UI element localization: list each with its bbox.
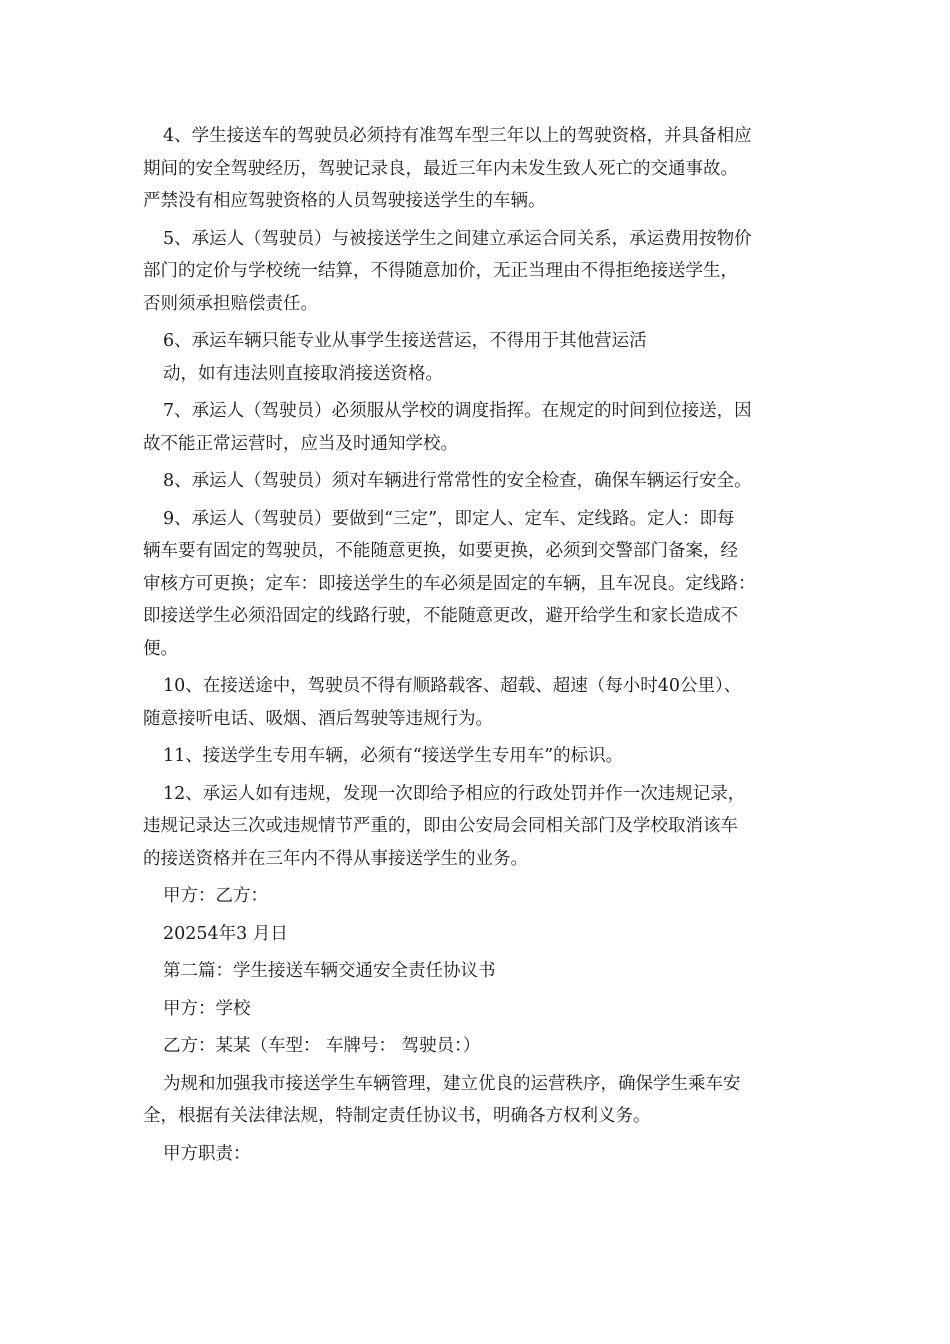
text-line: 期间的安全驾驶经历，驾驶记录良，最近三年内未发生致人死亡的交通事故。 xyxy=(143,158,738,179)
text-line: 随意接听电话、吸烟、酒后驾驶等违规行为。 xyxy=(143,708,493,729)
section-heading xyxy=(143,955,813,988)
text-line: 严禁没有相应驾驶资格的人员驾驶接送学生的车辆。 xyxy=(143,191,546,211)
text-line: 10、在接送途中，驾驶员不得有顺路载客、超载、超速（每小时40公里）、 xyxy=(163,676,742,696)
text-line: 甲方职责： xyxy=(163,1143,251,1164)
text-line: 便。 xyxy=(143,638,178,659)
paragraph-10 xyxy=(143,670,813,735)
text-line: 故不能正常运营时，应当及时通知学校。 xyxy=(143,433,458,454)
text-line: 甲方：学校 xyxy=(163,998,251,1019)
text-line: 全，根据有关法律法规，特制定责任协议书，明确各方权利义务。 xyxy=(143,1106,651,1126)
party-a xyxy=(143,993,813,1026)
party-a-duties-heading xyxy=(143,1138,813,1171)
paragraph-8 xyxy=(143,465,813,498)
intro-paragraph xyxy=(143,1068,813,1133)
paragraph-6 xyxy=(143,325,813,390)
text-line: 即接送学生必须沿固定的线路行驶，不能随意更改，避开给学生和家长造成不 xyxy=(143,606,738,626)
document-body xyxy=(143,120,813,1170)
text-line: 第二篇：学生接送车辆交通安全责任协议书 xyxy=(163,961,496,981)
paragraph-12 xyxy=(143,778,813,876)
text-line: 审核方可更换；定车：即接送学生的车必须是固定的车辆，且车况良。定线路： xyxy=(143,573,756,594)
text-line: 的接送资格并在三年内不得从事接送学生的业务。 xyxy=(143,848,528,869)
text-line: 否则须承担赔偿责任。 xyxy=(143,293,318,314)
text-line: 甲方：乙方： xyxy=(163,886,268,906)
paragraph-9 xyxy=(143,503,813,666)
text-line: 为规和加强我市接送学生车辆管理，建立优良的运营秩序，确保学生乘车安 xyxy=(163,1073,741,1094)
text-line: 动，如有违法则直接取消接送资格。 xyxy=(163,363,443,384)
text-line: 5、承运人（驾驶员）与被接送学生之间建立承运合同关系，承运费用按物价 xyxy=(163,228,752,249)
paragraph-4 xyxy=(143,120,813,218)
text-line: 11、接送学生专用车辆，必须有“接送学生专用车”的标识。 xyxy=(163,746,624,766)
signature-date xyxy=(143,918,813,951)
text-line: 部门的定价与学校统一结算，不得随意加价，无正当理由不得拒绝接送学生， xyxy=(143,261,738,281)
text-line: 乙方：某某（车型： 车牌号： 驾驶员：） xyxy=(163,1036,481,1056)
paragraph-7 xyxy=(143,395,813,460)
paragraph-11 xyxy=(143,740,813,773)
text-line: 7、承运人（驾驶员）必须服从学校的调度指挥。在规定的时间到位接送，因 xyxy=(163,401,752,421)
text-line: 20254年3 月日 xyxy=(163,923,288,944)
signature-parties xyxy=(143,880,813,913)
text-line: 9、承运人（驾驶员）要做到“三定”，即定人、定车、定线路。定人：即每 xyxy=(163,508,735,529)
text-line: 辆车要有固定的驾驶员，不能随意更换，如要更换，必须到交警部门备案，经 xyxy=(143,541,738,561)
text-line: 违规记录达三次或违规情节严重的，即由公安局会同相关部门及学校取消该车 xyxy=(143,816,738,836)
text-line: 4、学生接送车的驾驶员必须持有准驾车型三年以上的驾驶资格，并具备相应 xyxy=(163,126,752,146)
paragraph-5 xyxy=(143,223,813,321)
text-line: 12、承运人如有违规，发现一次即给予相应的行政处罚并作一次违规记录， xyxy=(163,783,746,804)
party-b xyxy=(143,1030,813,1063)
text-line: 6、承运车辆只能专业从事学生接送营运，不得用于其他营运活 xyxy=(163,331,647,351)
text-line: 8、承运人（驾驶员）须对车辆进行常常性的安全检查，确保车辆运行安全。 xyxy=(163,471,752,491)
